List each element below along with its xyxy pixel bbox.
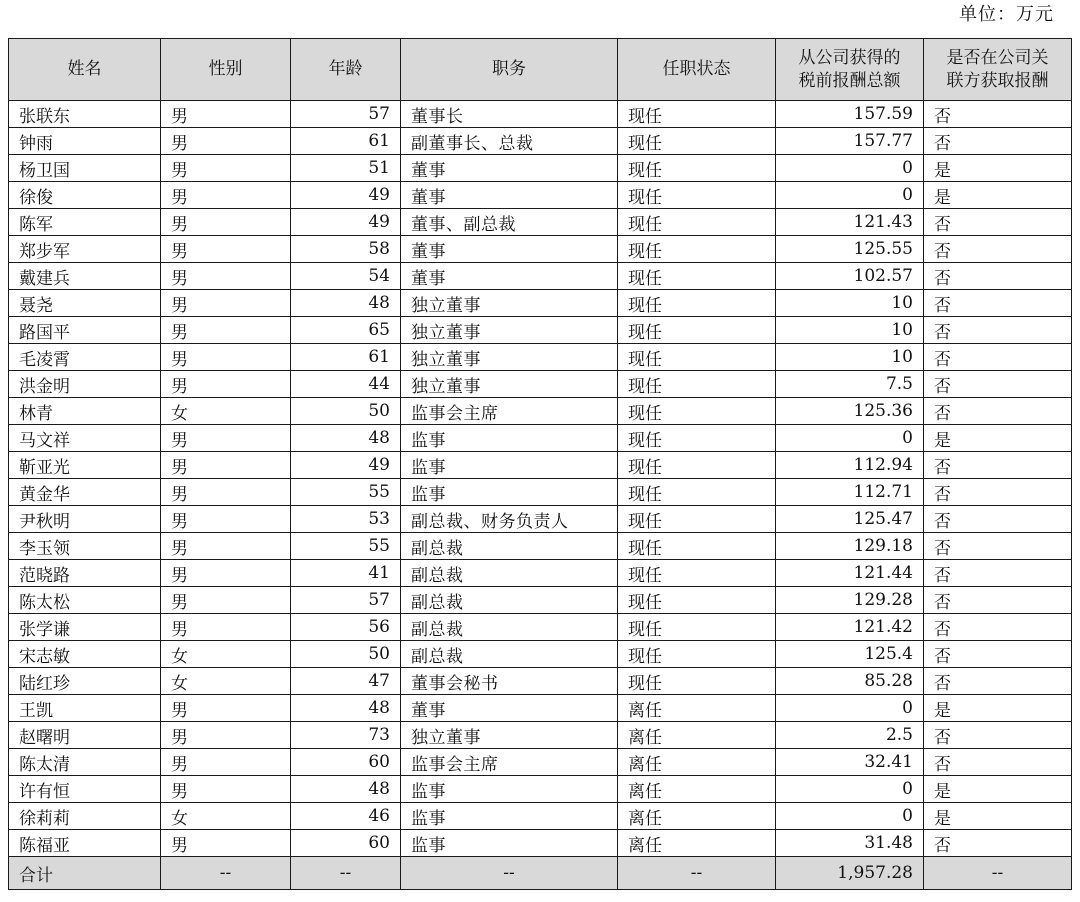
header-related-line1: 是否在公司关 <box>946 47 1049 68</box>
cell-pay: 10 <box>776 344 924 371</box>
cell-name: 郑步军 <box>9 236 161 263</box>
cell-name: 戴建兵 <box>9 263 161 290</box>
header-status: 任职状态 <box>618 39 776 101</box>
cell-pay: 0 <box>776 155 924 182</box>
cell-status: 现任 <box>618 263 776 290</box>
table-row <box>9 506 1072 533</box>
cell-title: 独立董事 <box>401 722 618 749</box>
cell-status: 现任 <box>618 560 776 587</box>
cell-sex: 女 <box>161 668 291 695</box>
cell-related: 否 <box>924 641 1072 668</box>
table-row <box>9 533 1072 560</box>
cell-title: 董事、副总裁 <box>401 209 618 236</box>
table-row <box>9 776 1072 803</box>
cell-related: 否 <box>924 506 1072 533</box>
cell-title: 独立董事 <box>401 290 618 317</box>
cell-title: 副总裁 <box>401 587 618 614</box>
table-row <box>9 236 1072 263</box>
cell-sex: 男 <box>161 830 291 857</box>
cell-age: 57 <box>291 587 401 614</box>
table-row <box>9 722 1072 749</box>
cell-related: 否 <box>924 749 1072 776</box>
table-row <box>9 830 1072 857</box>
cell-related: 否 <box>924 479 1072 506</box>
cell-pay: 0 <box>776 803 924 830</box>
cell-name: 钟雨 <box>9 128 161 155</box>
cell-name: 毛凌霄 <box>9 344 161 371</box>
cell-status: 现任 <box>618 209 776 236</box>
total-pay: 1,957.28 <box>776 857 924 890</box>
cell-sex: 男 <box>161 722 291 749</box>
cell-status: 现任 <box>618 425 776 452</box>
cell-pay: 7.5 <box>776 371 924 398</box>
cell-related: 否 <box>924 668 1072 695</box>
cell-related: 是 <box>924 155 1072 182</box>
cell-title: 监事 <box>401 425 618 452</box>
cell-sex: 男 <box>161 182 291 209</box>
cell-status: 现任 <box>618 182 776 209</box>
cell-status: 现任 <box>618 317 776 344</box>
cell-name: 陈福亚 <box>9 830 161 857</box>
cell-pay: 102.57 <box>776 263 924 290</box>
cell-age: 49 <box>291 182 401 209</box>
cell-sex: 男 <box>161 317 291 344</box>
cell-pay: 10 <box>776 317 924 344</box>
cell-age: 56 <box>291 614 401 641</box>
cell-age: 49 <box>291 209 401 236</box>
cell-status: 现任 <box>618 101 776 128</box>
cell-related: 否 <box>924 452 1072 479</box>
total-row <box>9 857 1072 890</box>
cell-age: 58 <box>291 236 401 263</box>
cell-age: 48 <box>291 425 401 452</box>
table-row <box>9 101 1072 128</box>
cell-title: 董事 <box>401 263 618 290</box>
cell-sex: 女 <box>161 641 291 668</box>
cell-related: 是 <box>924 425 1072 452</box>
cell-title: 独立董事 <box>401 344 618 371</box>
cell-title: 副总裁 <box>401 614 618 641</box>
cell-sex: 男 <box>161 479 291 506</box>
cell-pay: 0 <box>776 182 924 209</box>
cell-sex: 女 <box>161 398 291 425</box>
cell-sex: 男 <box>161 614 291 641</box>
table-header <box>9 39 1072 101</box>
cell-age: 51 <box>291 155 401 182</box>
cell-title: 董事长 <box>401 101 618 128</box>
cell-title: 监事 <box>401 479 618 506</box>
cell-sex: 男 <box>161 344 291 371</box>
cell-title: 副董事长、总裁 <box>401 128 618 155</box>
total-related: -- <box>924 857 1072 890</box>
cell-pay: 0 <box>776 425 924 452</box>
header-related <box>924 39 1072 101</box>
cell-related: 否 <box>924 614 1072 641</box>
table-row <box>9 182 1072 209</box>
cell-pay: 112.71 <box>776 479 924 506</box>
cell-title: 监事 <box>401 803 618 830</box>
cell-related: 否 <box>924 236 1072 263</box>
cell-title: 监事 <box>401 776 618 803</box>
cell-title: 董事 <box>401 182 618 209</box>
cell-pay: 125.47 <box>776 506 924 533</box>
cell-sex: 男 <box>161 155 291 182</box>
cell-sex: 男 <box>161 695 291 722</box>
cell-pay: 2.5 <box>776 722 924 749</box>
cell-name: 王凯 <box>9 695 161 722</box>
table-row <box>9 587 1072 614</box>
cell-title: 独立董事 <box>401 371 618 398</box>
cell-status: 现任 <box>618 344 776 371</box>
cell-related: 否 <box>924 533 1072 560</box>
compensation-table <box>8 38 1072 890</box>
cell-pay: 129.18 <box>776 533 924 560</box>
cell-status: 离任 <box>618 695 776 722</box>
header-age: 年龄 <box>291 39 401 101</box>
cell-name: 洪金明 <box>9 371 161 398</box>
table-row <box>9 479 1072 506</box>
table-row <box>9 398 1072 425</box>
table-row <box>9 641 1072 668</box>
cell-age: 50 <box>291 641 401 668</box>
cell-name: 许有恒 <box>9 776 161 803</box>
cell-status: 现任 <box>618 479 776 506</box>
cell-related: 是 <box>924 803 1072 830</box>
cell-age: 61 <box>291 344 401 371</box>
cell-title: 副总裁、财务负责人 <box>401 506 618 533</box>
cell-status: 现任 <box>618 128 776 155</box>
cell-related: 否 <box>924 344 1072 371</box>
cell-age: 49 <box>291 452 401 479</box>
cell-sex: 男 <box>161 425 291 452</box>
cell-age: 60 <box>291 830 401 857</box>
cell-sex: 男 <box>161 452 291 479</box>
cell-name: 赵曙明 <box>9 722 161 749</box>
table-row <box>9 749 1072 776</box>
total-label: 合计 <box>9 857 161 890</box>
cell-status: 离任 <box>618 722 776 749</box>
table-footer <box>9 857 1072 890</box>
cell-status: 现任 <box>618 236 776 263</box>
cell-age: 41 <box>291 560 401 587</box>
table-row <box>9 452 1072 479</box>
cell-name: 宋志敏 <box>9 641 161 668</box>
cell-related: 否 <box>924 101 1072 128</box>
total-status: -- <box>618 857 776 890</box>
cell-related: 是 <box>924 182 1072 209</box>
cell-name: 陆红珍 <box>9 668 161 695</box>
cell-related: 否 <box>924 722 1072 749</box>
table-row <box>9 425 1072 452</box>
cell-name: 马文祥 <box>9 425 161 452</box>
table-row <box>9 290 1072 317</box>
cell-pay: 85.28 <box>776 668 924 695</box>
cell-status: 离任 <box>618 830 776 857</box>
cell-sex: 男 <box>161 128 291 155</box>
cell-status: 现任 <box>618 641 776 668</box>
cell-related: 否 <box>924 263 1072 290</box>
cell-pay: 32.41 <box>776 749 924 776</box>
header-sex: 性别 <box>161 39 291 101</box>
cell-pay: 129.28 <box>776 587 924 614</box>
cell-name: 张联东 <box>9 101 161 128</box>
cell-name: 陈军 <box>9 209 161 236</box>
cell-title: 副总裁 <box>401 560 618 587</box>
cell-status: 现任 <box>618 155 776 182</box>
cell-name: 陈太松 <box>9 587 161 614</box>
cell-sex: 男 <box>161 290 291 317</box>
cell-status: 现任 <box>618 506 776 533</box>
cell-status: 现任 <box>618 290 776 317</box>
cell-pay: 121.44 <box>776 560 924 587</box>
cell-sex: 男 <box>161 236 291 263</box>
cell-name: 林青 <box>9 398 161 425</box>
cell-sex: 男 <box>161 749 291 776</box>
header-title: 职务 <box>401 39 618 101</box>
table-row <box>9 155 1072 182</box>
cell-sex: 男 <box>161 101 291 128</box>
cell-related: 否 <box>924 830 1072 857</box>
table-row <box>9 371 1072 398</box>
cell-age: 55 <box>291 479 401 506</box>
cell-title: 董事 <box>401 236 618 263</box>
cell-age: 48 <box>291 290 401 317</box>
cell-title: 董事会秘书 <box>401 668 618 695</box>
cell-sex: 男 <box>161 776 291 803</box>
cell-name: 范晓路 <box>9 560 161 587</box>
cell-age: 44 <box>291 371 401 398</box>
cell-related: 否 <box>924 317 1072 344</box>
cell-age: 55 <box>291 533 401 560</box>
cell-title: 副总裁 <box>401 641 618 668</box>
cell-age: 54 <box>291 263 401 290</box>
table-row <box>9 317 1072 344</box>
cell-status: 离任 <box>618 776 776 803</box>
header-pay-line1: 从公司获得的 <box>798 47 901 68</box>
total-title: -- <box>401 857 618 890</box>
cell-status: 现任 <box>618 587 776 614</box>
cell-pay: 31.48 <box>776 830 924 857</box>
header-pay <box>776 39 924 101</box>
cell-related: 否 <box>924 128 1072 155</box>
cell-name: 尹秋明 <box>9 506 161 533</box>
cell-status: 现任 <box>618 452 776 479</box>
table-body <box>9 101 1072 857</box>
cell-title: 副总裁 <box>401 533 618 560</box>
header-related-line2: 联方获取报酬 <box>946 70 1049 91</box>
cell-name: 李玉领 <box>9 533 161 560</box>
cell-title: 董事 <box>401 155 618 182</box>
cell-name: 靳亚光 <box>9 452 161 479</box>
cell-age: 53 <box>291 506 401 533</box>
cell-pay: 10 <box>776 290 924 317</box>
cell-sex: 男 <box>161 263 291 290</box>
cell-name: 陈太清 <box>9 749 161 776</box>
cell-related: 否 <box>924 398 1072 425</box>
cell-pay: 157.59 <box>776 101 924 128</box>
cell-age: 73 <box>291 722 401 749</box>
cell-age: 48 <box>291 776 401 803</box>
cell-pay: 112.94 <box>776 452 924 479</box>
cell-pay: 121.42 <box>776 614 924 641</box>
cell-age: 47 <box>291 668 401 695</box>
cell-pay: 157.77 <box>776 128 924 155</box>
cell-title: 监事会主席 <box>401 749 618 776</box>
table-row <box>9 668 1072 695</box>
cell-pay: 125.36 <box>776 398 924 425</box>
unit-label: 单位：万元 <box>959 4 1054 25</box>
cell-name: 杨卫国 <box>9 155 161 182</box>
cell-related: 是 <box>924 695 1072 722</box>
cell-related: 否 <box>924 209 1072 236</box>
cell-pay: 0 <box>776 695 924 722</box>
cell-related: 是 <box>924 776 1072 803</box>
cell-title: 董事 <box>401 695 618 722</box>
table-row <box>9 803 1072 830</box>
header-name: 姓名 <box>9 39 161 101</box>
cell-sex: 男 <box>161 371 291 398</box>
cell-related: 否 <box>924 290 1072 317</box>
table-row <box>9 614 1072 641</box>
table-row <box>9 263 1072 290</box>
cell-sex: 女 <box>161 803 291 830</box>
cell-name: 徐俊 <box>9 182 161 209</box>
cell-age: 61 <box>291 128 401 155</box>
cell-status: 离任 <box>618 803 776 830</box>
cell-status: 现任 <box>618 668 776 695</box>
cell-sex: 男 <box>161 560 291 587</box>
cell-sex: 男 <box>161 506 291 533</box>
cell-age: 65 <box>291 317 401 344</box>
cell-related: 否 <box>924 371 1072 398</box>
table-row <box>9 695 1072 722</box>
cell-pay: 125.55 <box>776 236 924 263</box>
cell-status: 现任 <box>618 371 776 398</box>
table-row <box>9 209 1072 236</box>
cell-pay: 121.43 <box>776 209 924 236</box>
cell-title: 独立董事 <box>401 317 618 344</box>
total-sex: -- <box>161 857 291 890</box>
cell-status: 离任 <box>618 749 776 776</box>
cell-sex: 男 <box>161 587 291 614</box>
cell-related: 否 <box>924 560 1072 587</box>
cell-status: 现任 <box>618 614 776 641</box>
cell-pay: 125.4 <box>776 641 924 668</box>
table-row <box>9 128 1072 155</box>
cell-sex: 男 <box>161 209 291 236</box>
cell-age: 50 <box>291 398 401 425</box>
cell-name: 聂尧 <box>9 290 161 317</box>
cell-age: 57 <box>291 101 401 128</box>
cell-status: 现任 <box>618 398 776 425</box>
table-row <box>9 560 1072 587</box>
cell-related: 否 <box>924 587 1072 614</box>
cell-title: 监事 <box>401 830 618 857</box>
header-pay-line2: 税前报酬总额 <box>798 70 901 91</box>
cell-age: 60 <box>291 749 401 776</box>
total-age: -- <box>291 857 401 890</box>
cell-name: 徐莉莉 <box>9 803 161 830</box>
cell-age: 48 <box>291 695 401 722</box>
cell-title: 监事 <box>401 452 618 479</box>
cell-status: 现任 <box>618 533 776 560</box>
cell-name: 黄金华 <box>9 479 161 506</box>
cell-name: 张学谦 <box>9 614 161 641</box>
cell-pay: 0 <box>776 776 924 803</box>
cell-title: 监事会主席 <box>401 398 618 425</box>
cell-sex: 男 <box>161 533 291 560</box>
cell-age: 46 <box>291 803 401 830</box>
cell-name: 路国平 <box>9 317 161 344</box>
table-row <box>9 344 1072 371</box>
